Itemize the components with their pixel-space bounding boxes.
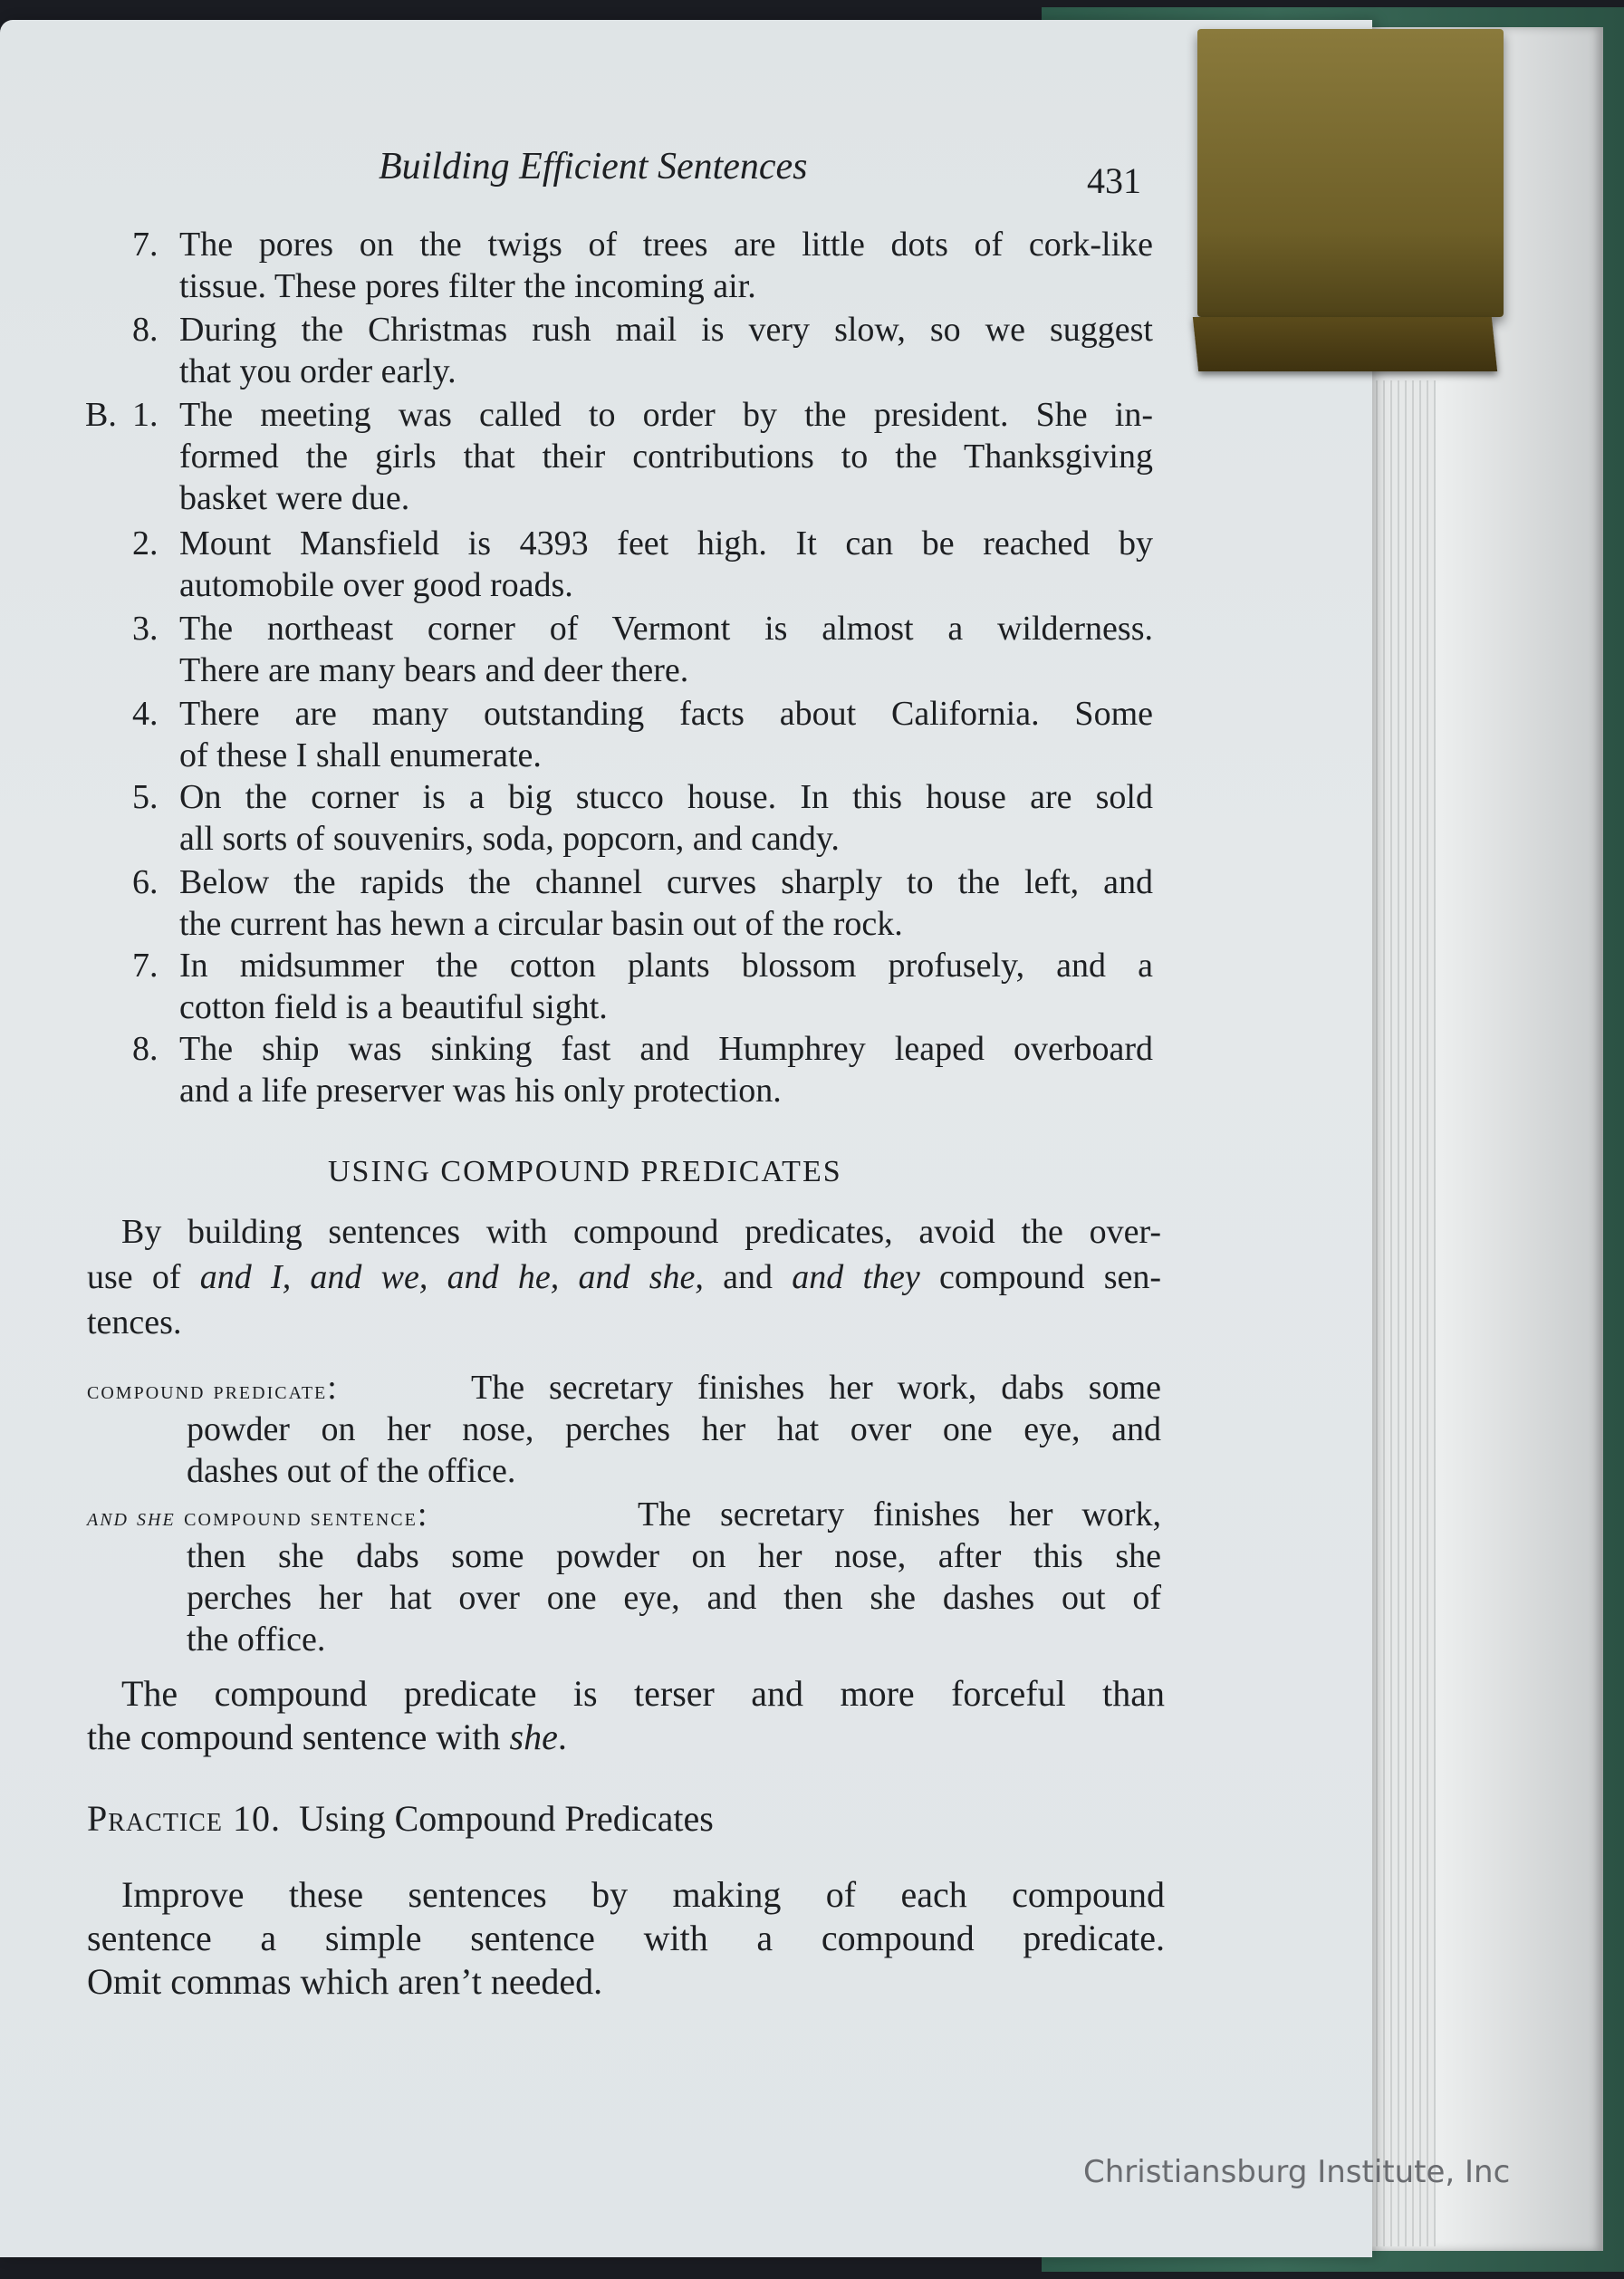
list-line: There are many outstanding facts about California. Some (179, 695, 1153, 733)
paragraph-line: the compound sentence with she. (87, 1716, 567, 1757)
list-line: Mount Mansfield is 4393 feet high. It can be reached by (179, 524, 1153, 563)
section-heading: USING COMPOUND PREDICATES (328, 1155, 842, 1188)
list-line: the current has hewn a circular basin out of the rock. (179, 905, 903, 943)
example-line: powder on her nose, perches her hat over one eye, and (187, 1410, 1161, 1448)
list-line: During the Christmas rush mail is very slow, so we suggest (179, 311, 1153, 349)
list-section-label: B. (85, 396, 117, 434)
list-number: 7. (132, 947, 159, 985)
list-number: 8. (132, 311, 159, 349)
list-number: 8. (132, 1030, 159, 1068)
list-number: 2. (132, 524, 159, 563)
list-number: 1. (132, 396, 159, 434)
example-line: then she dabs some powder on her nose, after this she (187, 1537, 1161, 1575)
paragraph-line: tences. (87, 1303, 182, 1341)
example-line: The secretary finishes her work, (638, 1495, 1161, 1534)
list-line: and a life preserver was his only protection. (179, 1072, 782, 1110)
list-line: On the corner is a big stucco house. In this house are sold (179, 778, 1153, 816)
example-line: the office. (187, 1620, 326, 1659)
list-line: Below the rapids the channel curves sharply to the left, and (179, 863, 1153, 901)
page-edges (1363, 380, 1436, 2246)
list-number: 5. (132, 778, 159, 816)
page-clip-lip (1193, 317, 1497, 371)
list-number: 7. (132, 226, 159, 264)
example-label: compound predicate: (87, 1369, 337, 1407)
list-line: The ship was sinking fast and Humphrey leaped overboard (179, 1030, 1153, 1068)
page-number: 431 (1087, 160, 1141, 201)
paragraph-line: By building sentences with compound predicates, avoid the over- (121, 1213, 1161, 1251)
example-line: The secretary finishes her work, dabs some (471, 1369, 1161, 1407)
list-line: cotton field is a beautiful sight. (179, 988, 608, 1026)
page-clip (1197, 29, 1504, 317)
example-line: dashes out of the office. (187, 1452, 516, 1490)
list-line: The pores on the twigs of trees are little dots of cork-like (179, 226, 1153, 264)
list-line: formed the girls that their contributions to the Thanksgiving (179, 438, 1153, 476)
practice-label: Practice 10. (87, 1798, 282, 1839)
list-line: of these I shall enumerate. (179, 736, 542, 774)
list-number: 3. (132, 610, 159, 648)
list-line: There are many bears and deer there. (179, 651, 689, 689)
paragraph-line: sentence a simple sentence with a compound predicate. (87, 1918, 1165, 1958)
example-line: perches her hat over one eye, and then she dashes out of (187, 1579, 1161, 1617)
example-label: and she compound sentence: (87, 1495, 428, 1534)
practice-title: Using Compound Predicates (299, 1798, 714, 1839)
list-line: In midsummer the cotton plants blossom profusely, and a (179, 947, 1153, 985)
list-number: 4. (132, 695, 159, 733)
list-line: The northeast corner of Vermont is almost a wilderness. (179, 610, 1153, 648)
list-line: all sorts of souvenirs, soda, popcorn, and candy. (179, 820, 840, 858)
list-line: tissue. These pores filter the incoming air. (179, 267, 756, 305)
list-number: 6. (132, 863, 159, 901)
list-line: automobile over good roads. (179, 566, 573, 604)
paragraph-line: Omit commas which aren’t needed. (87, 1961, 603, 2002)
running-head: Building Efficient Sentences (379, 146, 808, 188)
list-line: basket were due. (179, 479, 410, 517)
paragraph-line: use of and I, and we, and he, and she, and and they compound sen- (87, 1258, 1162, 1296)
paragraph-line: The compound predicate is terser and more forceful than (121, 1673, 1165, 1714)
practice-heading (87, 1797, 714, 1840)
list-line: that you order early. (179, 352, 456, 390)
list-line: The meeting was called to order by the president. She in- (179, 396, 1153, 434)
watermark: Christiansburg Institute, Inc (1083, 2154, 1511, 2190)
paragraph-line: Improve these sentences by making of each compound (121, 1874, 1165, 1915)
